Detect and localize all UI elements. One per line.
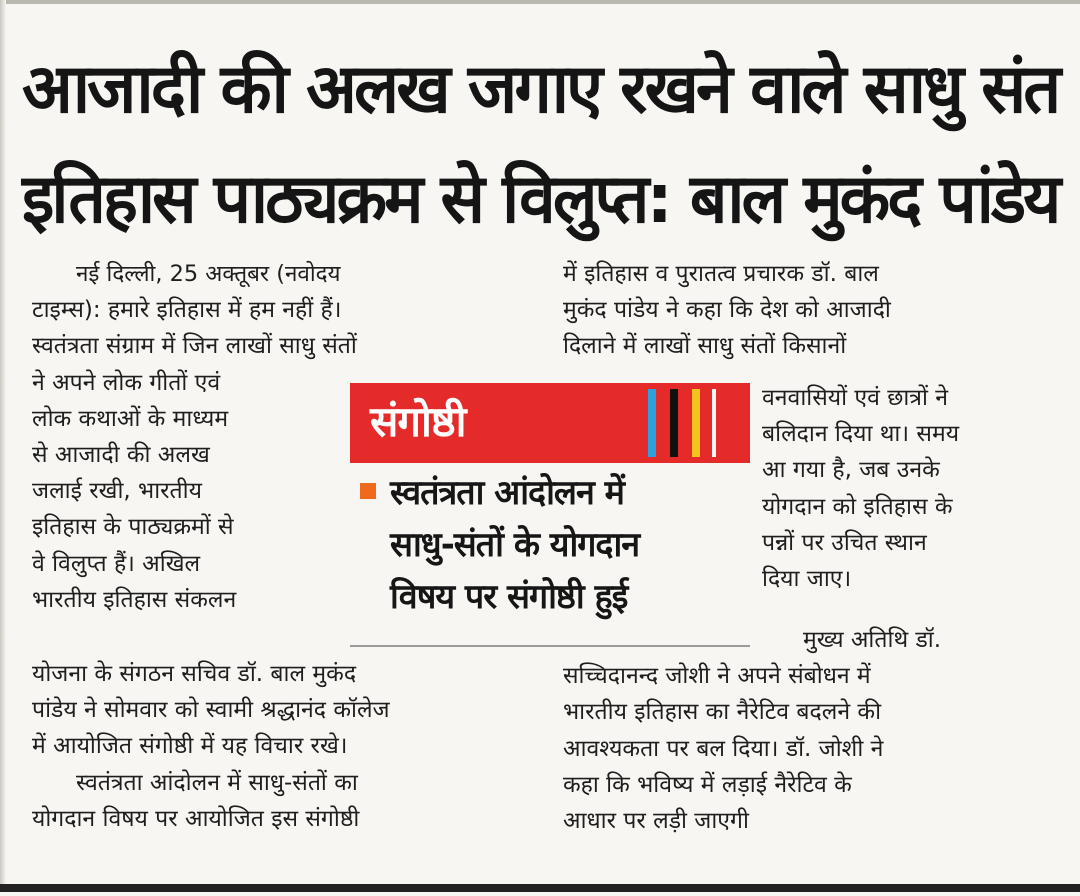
sub-headline-line: विषय पर संगोष्ठी हुई: [390, 577, 628, 617]
text-line: वे विलुप्त हैं। अखिल: [32, 550, 201, 577]
text-line: कहा कि भविष्य में लड़ाई नैरेटिव के: [563, 771, 852, 798]
text-line: आधार पर लड़ी जाएगी: [563, 808, 749, 835]
text-line: मुकंद पांडेय ने कहा कि देश को आजादी: [563, 297, 891, 324]
text-line: पांडेय ने सोमवार को स्वामी श्रद्धानंद कॉलेज: [32, 697, 390, 724]
text-line: स्वतंत्रता संग्राम में जिन लाखों साधु संतों: [32, 333, 357, 360]
text-line: ने अपने लोक गीतों एवं: [32, 369, 221, 396]
left-column-narrow: [32, 256, 357, 618]
text-line: नई दिल्ली, 25 अक्तूबर (नवोदय: [76, 261, 341, 287]
text-line: भारतीय इतिहास संकलन: [32, 586, 237, 613]
right-column-narrow: [762, 380, 1052, 597]
text-line: लोक कथाओं के माध्यम: [32, 405, 229, 432]
section-tag-bar: [350, 383, 750, 463]
text-line: से आजादी की अलख: [32, 442, 210, 469]
square-bullet-icon: [360, 483, 376, 499]
text-line: में आयोजित संगोष्ठी में यह विचार रखे।: [32, 733, 348, 760]
top-border: [0, 0, 1080, 4]
text-line: जलाई रखी, भारतीय: [32, 478, 202, 505]
text-line: आवश्यकता पर बल दिया। डॉ. जोशी ने: [563, 735, 884, 762]
text-line: स्वतंत्रता आंदोलन में साधु-संतों का: [76, 769, 358, 796]
text-line: योगदान विषय पर आयोजित इस संगोष्ठी: [32, 805, 360, 832]
sub-headline-line: स्वतंत्रता आंदोलन में: [390, 473, 624, 513]
decorative-stripe-yellow: [692, 389, 700, 457]
sub-headline: [390, 467, 750, 623]
headline-line-1: आजादी की अलख जगाए रखने वाले साधु संत: [22, 50, 1059, 129]
text-line: टाइम्स): हमारे इतिहास में हम नहीं हैं।: [32, 297, 342, 324]
text-line: बलिदान दिया था। समय: [762, 421, 960, 448]
section-tag-label: संगोष्ठी: [370, 397, 466, 446]
right-column-bottom: [563, 622, 1051, 839]
inset-box: [350, 383, 750, 653]
text-line: में इतिहास व पुरातत्व प्रचारक डॉ. बाल: [563, 261, 879, 287]
page-edge-shadow: [0, 0, 6, 884]
text-line: दिलाने में लाखों साधु संतों किसानों: [563, 333, 847, 360]
text-line: आ गया है, जब उनके: [762, 457, 940, 484]
decorative-stripe-black: [670, 389, 678, 457]
text-line: मुख्य अतिथि डॉ.: [803, 627, 942, 653]
text-line: पन्नों पर उचित स्थान: [762, 529, 927, 556]
right-column-top: [563, 256, 1051, 365]
bottom-rule: [0, 884, 1080, 892]
text-line: वनवासियों एवं छात्रों ने: [762, 385, 949, 411]
box-divider: [350, 645, 750, 647]
text-line: योजना के संगठन सचिव डॉ. बाल मुकंद: [32, 661, 357, 687]
text-line: इतिहास के पाठ्यक्रमों से: [32, 514, 234, 541]
decorative-stripe-blue: [648, 389, 656, 457]
left-column-wide: [32, 656, 530, 837]
decorative-stripe-gap: [712, 389, 716, 457]
text-line: योगदान को इतिहास के: [762, 493, 953, 520]
headline-line-2: इतिहास पाठ्यक्रम से विलुप्त: बाल मुकंद पांडेय: [22, 160, 1059, 239]
text-line: भारतीय इतिहास का नैरेटिव बदलने की: [563, 699, 882, 726]
text-line: सच्चिदानन्द जोशी ने अपने संबोधन में: [563, 663, 871, 690]
sub-headline-line: साधु-संतों के योगदान: [390, 525, 640, 565]
text-line: दिया जाए।: [762, 566, 852, 593]
